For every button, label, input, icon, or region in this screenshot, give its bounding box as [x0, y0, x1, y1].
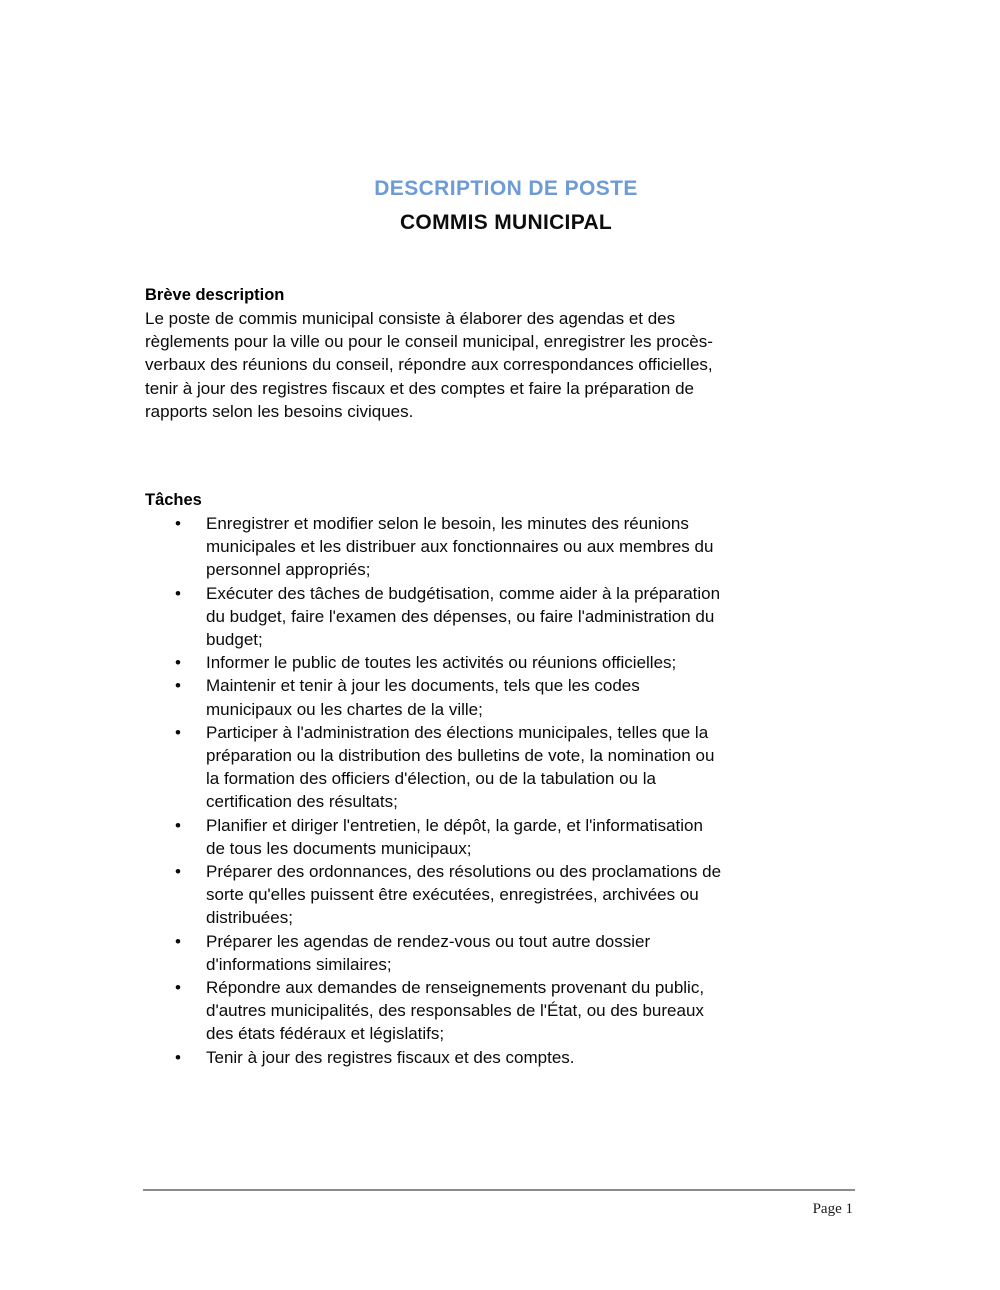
bullet-icon: • [175, 514, 181, 534]
brief-description-heading: Brève description [145, 286, 285, 304]
list-item [145, 674, 725, 720]
list-item-text: Exécuter des tâches de budgétisation, comme aider à la préparation du budget, faire l'examen des dépenses, ou faire l'administration du budget; [206, 583, 721, 650]
page-subtitle: COMMIS MUNICIPAL [399, 211, 613, 234]
list-item-text: Planifier et diriger l'entretien, le dépôt, la garde, et l'informatisation de tous les documents municipaux; [206, 815, 703, 858]
bullet-icon: • [175, 722, 181, 742]
list-item [145, 721, 725, 814]
list-item-text: Enregistrer et modifier selon le besoin, les minutes des réunions municipales et les distribuer aux fonctionnaires ou aux membres du personnel appropriés; [206, 514, 714, 580]
tasks-heading: Tâches [145, 491, 202, 510]
section-brief-description [145, 284, 725, 423]
list-item [145, 930, 725, 976]
list-item-text: Tenir à jour des registres fiscaux et des comptes. [206, 1047, 575, 1067]
list-item-text: Maintenir et tenir à jour les documents, tels que les codes municipaux ou les chartes de la ville; [206, 676, 640, 719]
page-number: Page 1 [812, 1201, 853, 1217]
list-item-text: Préparer des ordonnances, des résolutions ou des proclamations de sorte qu'elles puissent être exécutées, enregistrées, archivées ou distribuées; [206, 862, 722, 928]
bullet-icon: • [175, 653, 181, 673]
document-body [145, 284, 725, 1069]
list-item-text: Informer le public de toutes les activités ou réunions officielles; [206, 653, 677, 673]
page-title: DESCRIPTION DE POSTE [374, 177, 638, 200]
list-item [145, 860, 725, 930]
list-item [145, 582, 725, 652]
brief-description-paragraph: Le poste de commis municipal consiste à élaborer des agendas et des règlements pour la ville ou pour le conseil municipal, enregistrer les procès-verbaux des réunions du conseil, répondre aux correspondances officielles, tenir à jour des registres fiscaux et des comptes et faire la préparation de rapports selon les besoins civiques. [145, 309, 713, 421]
list-item [145, 976, 725, 1046]
list-item [145, 1046, 725, 1069]
tasks-list [145, 512, 725, 1069]
bullet-icon: • [175, 931, 181, 951]
section-spacer [145, 423, 725, 485]
bullet-icon: • [175, 978, 181, 998]
bullet-icon: • [175, 583, 181, 603]
section-tasks [145, 485, 725, 1069]
document-title-block [0, 176, 1000, 236]
list-item [145, 814, 725, 860]
bullet-icon: • [175, 862, 181, 882]
list-item-text: Participer à l'administration des élections municipales, telles que la préparation ou la distribution des bulletins de vote, la nomination ou la formation des officiers d'élection, ou de la tabulation ou la certification des résultats; [206, 722, 715, 812]
bullet-icon: • [175, 815, 181, 835]
bullet-icon: • [175, 676, 181, 696]
page-footer [143, 1189, 855, 1218]
list-item-text: Répondre aux demandes de renseignements provenant du public, d'autres municipalités, des responsables de l'État, ou des bureaux des états fédéraux et législatifs; [206, 978, 705, 1044]
list-item [145, 512, 725, 582]
bullet-icon: • [175, 1047, 181, 1067]
list-item-text: Préparer les agendas de rendez-vous ou tout autre dossier d'informations similaires; [206, 931, 651, 974]
list-item [145, 651, 725, 674]
